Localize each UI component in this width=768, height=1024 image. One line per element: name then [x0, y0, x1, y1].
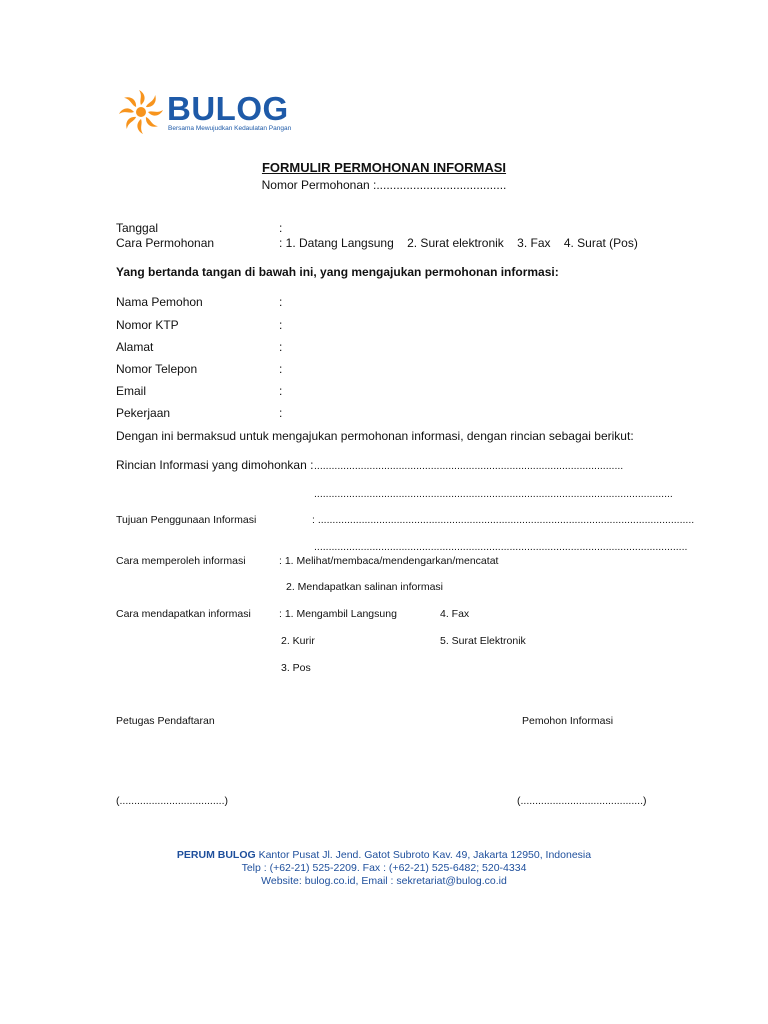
field-colon: :	[279, 340, 283, 354]
footer-phone: Telp : (+62-21) 525-2209. Fax : (+62-21) 525-6482; 520-4334	[241, 862, 527, 874]
mendapatkan-option-1: : 1. Mengambil Langsung	[279, 608, 397, 620]
footer-web: Website: bulog.co.id, Email : sekretariat@bulog.co.id	[261, 875, 507, 887]
tanggal-label: Tanggal	[116, 221, 159, 235]
petugas-signature-line: (....................................)	[116, 795, 229, 807]
rincian-dots-line2: ...........................................................................................................................	[314, 488, 673, 500]
pemohon-signature-line: (..........................................)	[517, 795, 647, 807]
mendapatkan-option-2: 2. Kurir	[281, 635, 315, 647]
form-title: FORMULIR PERMOHONAN INFORMASI	[261, 160, 507, 175]
memperoleh-label: Cara memperoleh informasi	[116, 555, 246, 567]
rincian-dots: ..........................................................................................................	[314, 460, 624, 472]
logo-tagline: Bersama Mewujudkan Kedaulatan Pangan	[168, 125, 292, 132]
cara-permohonan-label: Cara Permohonan	[116, 236, 215, 250]
field-colon: :	[279, 318, 283, 332]
field-alamat: Alamat	[116, 340, 154, 354]
sun-icon	[117, 88, 167, 138]
logo-wordmark: BULOG	[167, 90, 289, 127]
field-email: Email	[116, 384, 147, 398]
memperoleh-option-2: 2. Mendapatkan salinan informasi	[286, 581, 444, 593]
tanggal-colon: :	[279, 221, 283, 235]
field-nomor-telepon: Nomor Telepon	[116, 362, 198, 376]
field-nomor-ktp: Nomor KTP	[116, 318, 179, 332]
mendapatkan-option-5: 5. Surat Elektronik	[440, 635, 526, 647]
intro-text: Yang bertanda tangan di bawah ini, yang mengajukan permohonan informasi:	[116, 265, 559, 279]
field-colon: :	[279, 362, 283, 376]
tujuan-label: Tujuan Penggunaan Informasi	[116, 514, 257, 526]
pemohon-label: Pemohon Informasi	[522, 715, 614, 727]
field-nama-pemohon: Nama Pemohon	[116, 295, 203, 309]
field-colon: :	[279, 384, 283, 398]
mendapatkan-option-4: 4. Fax	[440, 608, 470, 620]
footer-company: PERUM BULOG	[176, 849, 256, 861]
mendapatkan-label: Cara mendapatkan informasi	[116, 608, 251, 620]
field-pekerjaan: Pekerjaan	[116, 406, 171, 420]
footer-address	[0, 849, 768, 861]
mendapatkan-option-3: 3. Pos	[281, 662, 311, 674]
statement-text: Dengan ini bermaksud untuk mengajukan permohonan informasi, dengan rincian sebagai berikut:	[116, 429, 634, 443]
footer-address-text: Kantor Pusat Jl. Jend. Gatot Subroto Kav. 49, Jakarta 12950, Indonesia	[255, 849, 592, 861]
bulog-logo	[117, 88, 307, 138]
tujuan-dots-line2: ................................................................................................................................	[314, 541, 688, 553]
nomor-permohonan: Nomor Permohonan :.......................................	[261, 178, 507, 192]
rincian-label: Rincian Informasi yang dimohonkan :	[116, 458, 314, 472]
field-colon: :	[279, 406, 283, 420]
tujuan-dots: : .................................................................................................................................	[312, 514, 695, 526]
field-colon: :	[279, 295, 283, 309]
petugas-label: Petugas Pendaftaran	[116, 715, 215, 727]
memperoleh-option-1: : 1. Melihat/membaca/mendengarkan/mencatat	[279, 555, 499, 567]
cara-permohonan-options: : 1. Datang Langsung 2. Surat elektronik 3. Fax 4. Surat (Pos)	[279, 236, 638, 250]
